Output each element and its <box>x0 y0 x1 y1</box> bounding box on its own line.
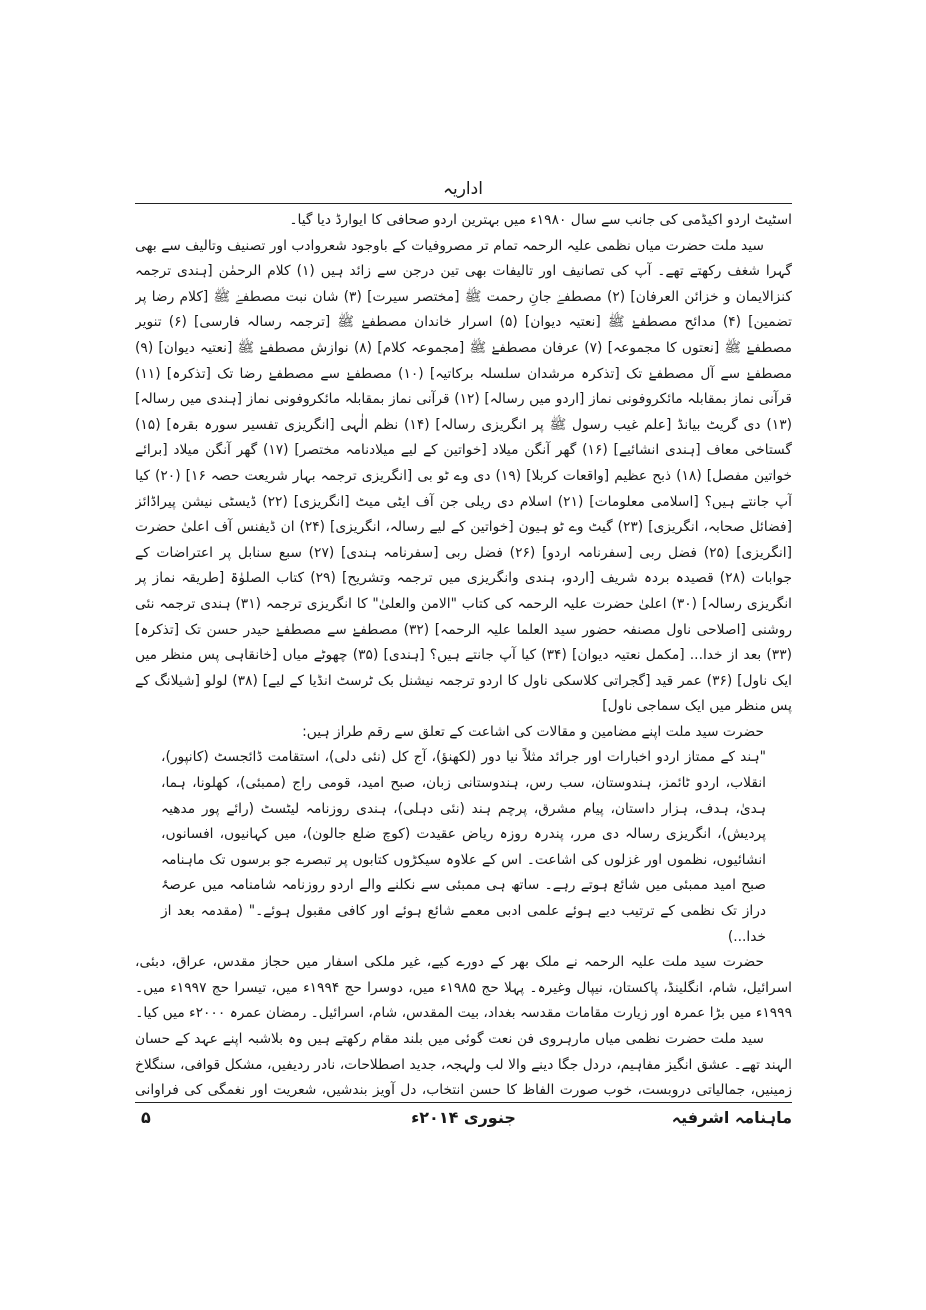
block-quote: "ہند کے ممتاز اردو اخبارات اور جرائد مثلاً نیا دور (لکھنؤ)، آج کل (نئی دلی)، استقامت ڈائجسٹ (کانپور)، انقلاب، اردو ٹائمز، ہندوستان، سب رس، ہندوستانی زبان، صبح امید، قومی راج (ممبئی)، کھلونا، ہما، ہدیٰ، ہدف، ہزار داستان، پیام مشرق، پرچم ہند (نئی دہلی)، ہندی روزنامہ لیٹسٹ (رائے پور مدھیہ پردیش)، انگریزی رسالہ دی مرر، پندرہ روزہ ریاض عقیدت (کوچ ضلع جالون)، میں کہانیوں، افسانوں، انشائیوں، نظموں اور غزلوں کی اشاعت۔ اس کے علاوہ سیکڑوں کتابوں پر تبصرے جو برسوں تک ماہنامہ صبح امید ممبئی میں شائع ہوتے رہے۔ ساتھ ہی ممبئی سے نکلنے والے اردو روزنامہ شامنامہ میں عرصۂ دراز تک نظمی کے ترتیب دیے ہوئے علمی ادبی معمے شائع ہوئے اور کافی مقبول ہوئے۔" (مقدمہ بعد از خدا...) <box>161 749 766 945</box>
article-body <box>135 208 792 1098</box>
paragraph: سید ملت حضرت نظمی میاں مارہروی فن نعت گوئی میں بلند مقام رکھتے ہیں وہ بلاشبہ اپنے عہد کے حسان الہند تھے۔ عشق انگیز مفاہیم، دردل جگا دینے والا لب ولہجہ، جدید اصطلاحات، نادر ردیفیں، مشکل قوافی، سنگلاخ زمینیں، جمالیاتی دروبست، خوب صورت الفاظ کا حسن انتخاب، دل آویز بندشیں، شعریت اور نغمگی کی فراوانی <box>135 1031 792 1098</box>
paragraph: اسٹیٹ اردو اکیڈمی کی جانب سے سال ۱۹۸۰ء میں بہترین اردو صحافی کا ایوارڈ دیا گیا۔ <box>289 212 792 228</box>
paragraph: حضرت سید ملت اپنے مضامین و مقالات کی اشاعت کے تعلق سے رقم طراز ہیں: <box>302 723 764 740</box>
paragraph: سید ملت حضرت میاں نظمی علیہ الرحمہ تمام تر مصروفیات کے باوجود شعروادب اور تصنیف وتالیف سے بھی گہرا شغف رکھتے تھے۔ آپ کی تصانیف اور تالیفات بھی تین درجن سے زائد ہیں (۱) کلام الرحمٰن [ہندی ترجمہ کنزالایمان و خزائن العرفان] (۲) مصطفےٰ جانِ رحمت ﷺ [مختصر سیرت] (۳) شان نبت مصطفےٰ ﷺ [کلام رضا پر تضمین] (۴) مدائح مصطفےٰ ﷺ [نعتیہ دیوان] (۵) اسرار خاندان مصطفےٰ ﷺ [ترجمہ رسالہ فارسی] (۶) تنویر مصطفےٰ ﷺ [نعتوں کا مجموعہ] (۷) عرفان مصطفےٰ ﷺ [مجموعہ کلام] (۸) نوازش مصطفےٰ ﷺ [نعتیہ دیوان] (۹) مصطفےٰ سے آل مصطفےٰ تک [تذکرہ مرشدان سلسلہ برکاتیہ] (۱۰) مصطفےٰ سے مصطفےٰ رضا تک [تذکرہ] (۱۱) قرآنی نماز بمقابلہ مائکروفونی نماز [اردو میں رسالہ] (۱۲) قرآنی نماز بمقابلہ مائکروفونی نماز [ہندی میں رسالہ] (۱۳) دی گریٹ بیانڈ [علم غیب رسول ﷺ پر انگریزی رسالہ] (۱۴) نظم الٰہی [انگریزی تفسیر سورہ بقرہ] (۱۵) گستاخی معاف [ہندی انشائیے] (۱۶) گھر آنگن میلاد [خواتین کے لیے میلادنامہ مختصر] (۱۷) گھر آنگن میلاد [برائے خواتین مفصل] (۱۸) ذبح عظیم [واقعات کربلا] (۱۹) دی وے ٹو بی [انگریزی ترجمہ بہار شریعت حصہ ۱۶] (۲۰) کیا آپ جانتے ہیں؟ [اسلامی معلومات] (۲۱) اسلام دی ریلی جن آف ایٹی میٹ [انگریزی] (۲۲) ڈیسٹی نیشن پیراڈائز [فضائل صحابہ، انگریزی] (۲۳) گیٹ وے ٹو ہیون [خواتین کے لیے رسالہ، انگریزی] (۲۴) ان ڈیفنس آف اعلیٰ حضرت [انگریزی] (۲۵) فضل ربی [سفرنامہ اردو] (۲۶) فضل ربی [سفرنامہ ہندی] (۲۷) سبع سنابل پر اعتراضات کے جوابات (۲۸) قصیدہ بردہ شریف [اردو، ہندی وانگریزی میں ترجمہ وتشریح] (۲۹) کتاب الصلوٰۃ [طریقہ نماز پر انگریزی رسالہ] (۳۰) اعلیٰ حضرت علیہ الرحمہ کی کتاب "الامن والعلیٰ" کا انگریزی ترجمہ (۳۱) ہندی ترجمہ نئی روشنی [اصلاحی ناول مصنفہ حضور سید العلما علیہ الرحمہ] (۳۲) مصطفےٰ سے مصطفےٰ حیدر حسن تک [تذکرہ] (۳۳) بعد از خدا... [مکمل نعتیہ دیوان] (۳۴) کیا آپ جانتے ہیں؟ [ہندی] (۳۵) چھوٹے میاں [خانقاہی پس منظر میں ایک ناول] (۳۶) عمر قید [گجراتی کلاسکی ناول کا اردو ترجمہ نیشنل بک ٹرسٹ انڈیا کے لیے] (۳۸) لولو [شیلانگ کے پس منظر میں ایک سماجی ناول] <box>135 237 792 715</box>
page-header: اداریہ <box>443 179 483 199</box>
issue-date: جنوری ۲۰۱۴ء <box>411 1108 516 1127</box>
paragraph: حضرت سید ملت علیہ الرحمہ نے ملک بھر کے دورے کیے، غیر ملکی اسفار میں حجاز مقدس، عراق، دبئی، اسرائیل، شام، انگلینڈ، پاکستان، نیپال وغیرہ۔ پہلا حج ۱۹۸۵ء میں، دوسرا حج ۱۹۹۴ء میں، تیسرا حج ۱۹۹۷ء میں۔ ۱۹۹۹ء میں بڑا عمرہ اور زیارت مقامات مقدسہ بغداد، بیت المقدس، شام، اسرائیل۔ رمضان عمرہ ۲۰۰۰ء میں کیا۔ <box>135 954 792 1022</box>
page-number: ۵ <box>141 1108 151 1127</box>
header-divider <box>135 203 792 204</box>
page-footer <box>135 1108 792 1134</box>
footer-divider <box>135 1102 792 1103</box>
magazine-name: ماہنامہ اشرفیہ <box>671 1108 792 1127</box>
